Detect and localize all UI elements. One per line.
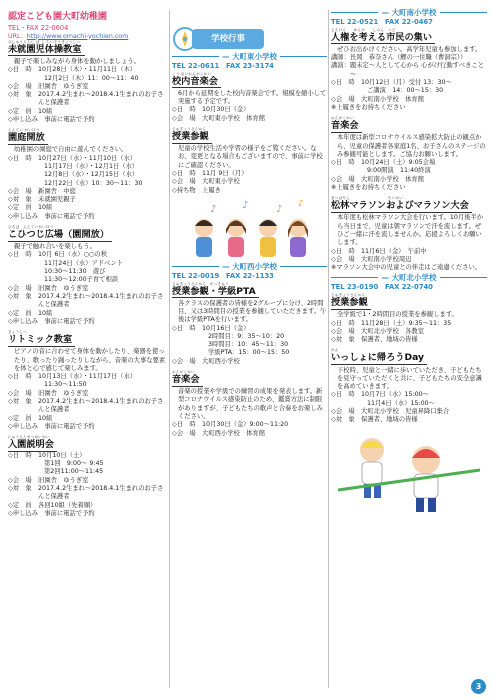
detail-label: ◇対 象	[8, 484, 39, 492]
event-detail-row	[8, 318, 168, 326]
event-title-row	[331, 353, 487, 365]
detail-value: 旧園舎 ゆうぎ室	[38, 284, 89, 292]
detail-label: ◇定 員	[8, 204, 39, 212]
detail-label: ◇日 時	[331, 319, 362, 327]
detail-value: ※上履きをお持ちください	[331, 184, 406, 192]
event-detail-row	[331, 176, 487, 184]
event-block	[8, 331, 168, 431]
event-description: 児童の学校生活や学習の様子をご覧ください。なお、変更となる場合もございますので、事前に学校にご確認ください。	[178, 145, 323, 169]
event-ruby: じゅぎょうさんかん	[331, 293, 366, 298]
detail-value: 旧園舎 ゆうぎ室	[38, 82, 89, 90]
school-name-dash: —	[221, 52, 233, 61]
detail-label: ◇日 時	[172, 324, 203, 332]
detail-value: 新園舎 中庭	[38, 187, 76, 195]
schools-column-right	[331, 10, 487, 522]
event-detail-row	[172, 325, 327, 333]
detail-value: 10組	[38, 414, 53, 422]
event-title-row	[8, 440, 168, 452]
kindergarten-title: 認定こども園大町幼稚園	[8, 12, 108, 22]
detail-value: 10組	[38, 204, 53, 212]
detail-value: 旧園舎 ゆうぎ室	[38, 476, 89, 484]
detail-label: ◇持ち物	[172, 186, 203, 194]
school-name-header	[172, 52, 327, 67]
detail-value: 10月27日（水）・11月10日（水）	[38, 154, 137, 162]
detail-value: 事前に電話で予約	[44, 212, 95, 220]
event-ruby: ひろば えんていかいほう	[8, 225, 54, 230]
event-detail-row	[8, 285, 168, 293]
event-detail-row	[8, 188, 168, 196]
event-block	[8, 41, 168, 124]
event-block	[8, 226, 168, 326]
detail-value: 2017.4.2生まれ～2018.4.1生まれのお子さんと保護者	[38, 397, 164, 414]
school-name-header	[331, 273, 487, 288]
event-title-row	[172, 77, 327, 89]
detail-value: 上履き	[202, 186, 221, 194]
school-name-dash: —	[381, 273, 392, 283]
event-ruby: こう ないおんがくかい	[172, 71, 212, 76]
detail-label: ◇定 員	[8, 107, 39, 115]
event-title-row	[331, 33, 487, 45]
event-title-row	[8, 230, 168, 242]
event-description: 親子で触れ合いを楽しもう。	[14, 243, 96, 251]
detail-value: 11:30～11:50	[44, 381, 87, 389]
event-detail-row	[8, 75, 168, 83]
detail-label: ◇日 時	[8, 66, 39, 74]
event-detail-row	[8, 213, 168, 221]
event-detail-row	[172, 178, 327, 186]
event-ruby: にゅうえんせつめいかい	[8, 435, 50, 440]
detail-label: ◇会 場	[331, 255, 362, 263]
svg-text:♪: ♪	[241, 199, 248, 211]
school-tel: TEL 23-0190 FAX 22-0740	[331, 283, 433, 292]
event-block	[172, 128, 327, 195]
detail-value: 10月24日（土）9:05会場	[361, 159, 436, 167]
event-detail-row	[8, 502, 168, 510]
detail-value: 10月10日（土）	[38, 451, 86, 459]
detail-label: ◇申し込み	[8, 317, 45, 325]
event-detail-row	[172, 421, 327, 429]
detail-label: ◇日 時	[172, 421, 203, 429]
event-detail-row	[331, 400, 487, 408]
event-detail-row	[172, 349, 327, 357]
kindergarten-tel: TEL・FAX 22-0604	[8, 23, 69, 32]
detail-value: 10月30日（金）9:00～11:20	[202, 421, 289, 429]
detail-value: 10月12日（月）受付 13：30～	[361, 78, 452, 86]
detail-value: 事前に電話で予約	[44, 422, 95, 430]
detail-label: ◇会 場	[8, 389, 39, 397]
detail-label: ◇対 象	[8, 397, 39, 405]
event-ruby: じゅぎょうさんかん	[172, 126, 207, 131]
detail-value: 事前に電話で予約	[44, 509, 95, 517]
event-ruby: じんけん かんが しみん つど	[331, 27, 396, 32]
detail-value: 学級PTA：15：00～15：50	[208, 349, 290, 357]
detail-label: ◇対 象	[8, 196, 39, 204]
event-detail-row	[8, 251, 168, 259]
event-title: いっしょに帰ろうDay	[331, 353, 427, 365]
event-detail-row	[8, 180, 168, 188]
detail-value: 2017.4.2生まれ～2018.4.1生まれのお子さんと保護者	[38, 484, 164, 501]
event-title: 園庭開放	[8, 133, 48, 145]
school-name-dash: —	[221, 261, 233, 271]
svg-text:♪: ♪	[275, 203, 282, 215]
detail-label: ◇定 員	[8, 309, 39, 317]
event-detail-row	[331, 416, 487, 424]
schools-column-center	[172, 26, 327, 443]
detail-label: ◇日 時	[331, 159, 362, 167]
detail-value: 旧園舎 ゆうぎ室	[38, 389, 89, 397]
detail-value: 11月28日（土）9:35～11：35	[361, 319, 452, 327]
event-detail-row	[331, 256, 487, 264]
event-block	[331, 349, 487, 424]
event-detail-row	[8, 293, 168, 310]
detail-label: ◇日 時	[331, 391, 362, 399]
event-detail-row	[331, 320, 487, 328]
event-title: 入園説明会	[8, 440, 57, 452]
event-description: 下校時、児童と一緒に歩いていただき、子どもたちを見守っていただくと共に、子どもたちの安全意識を高めていきます。	[337, 366, 482, 391]
detail-value: 題未定～人として心から 心がけ行動すべきこと～	[349, 62, 485, 78]
detail-value: 10組	[38, 107, 53, 115]
event-block	[172, 73, 327, 123]
event-detail-row	[172, 115, 327, 123]
event-title: 授業参観	[172, 132, 212, 144]
detail-label: ◇会 場	[172, 178, 203, 186]
detail-label: ◇会 場	[8, 284, 39, 292]
event-ruby: みしゅうえんじ ぼ し たいそうきょうしつ	[8, 39, 81, 44]
event-block	[331, 294, 487, 344]
detail-value: 11月17日（水）・12月1日（水）	[44, 163, 139, 170]
detail-value: 未就園児親子	[38, 196, 76, 204]
detail-value: 第2回11:00～11:45	[44, 468, 104, 476]
event-block	[331, 29, 487, 112]
detail-label: ◇会 場	[172, 114, 203, 122]
event-detail-row	[172, 333, 327, 341]
event-detail-row	[8, 452, 168, 460]
event-detail-row	[331, 184, 487, 192]
school-name-header	[331, 8, 487, 23]
detail-label: ◇申し込み	[8, 212, 45, 220]
detail-label: 講演：	[331, 62, 350, 70]
detail-value: 長岡 恭奈さん（鯉の一住職（曹洞宗））	[349, 54, 467, 62]
event-detail-row	[8, 155, 168, 163]
school-tel: TEL 22-0019 FAX 22-1133	[172, 271, 274, 280]
detail-value: 10:30～11:30 遊び	[44, 268, 106, 276]
event-detail-row	[331, 248, 487, 256]
event-title-row	[331, 121, 487, 133]
detail-label: ◇会 場	[331, 175, 362, 183]
event-title: 人権を考える市民の集い	[331, 33, 435, 45]
school-name-header	[172, 261, 327, 277]
school-name	[378, 8, 439, 18]
event-ruby: えんてい かいほう	[8, 128, 40, 133]
event-title: 未就園児体操教室	[8, 45, 85, 57]
event-ruby: まつばやし たいかい	[331, 196, 404, 201]
event-title: 音楽会	[331, 121, 362, 133]
event-block	[331, 117, 487, 192]
detail-label: ◇申し込み	[8, 116, 45, 124]
event-detail-row	[172, 170, 327, 178]
detail-value: 大町西小学校	[202, 357, 240, 365]
event-ruby: じゅぎょうさんかん がっきゅう	[172, 281, 229, 286]
event-title-row	[172, 375, 327, 387]
event-description: 全学級で1・2時間目の授業を参観します。	[337, 311, 458, 319]
event-ruby: かえ	[331, 348, 339, 353]
event-ruby: おんがくかい	[172, 370, 195, 375]
detail-label: ◇対 象	[331, 336, 362, 344]
detail-value: 10月30日（金）	[202, 106, 250, 114]
detail-value: 11月24日（水）アドベント	[44, 259, 123, 267]
school-nishi	[172, 261, 327, 438]
event-title: 音楽会	[172, 375, 203, 387]
event-detail-row	[8, 390, 168, 398]
event-description: ぜひお出かけください。高学年児童も参加します。	[337, 45, 482, 53]
detail-value: 9:00開演 11:40終演	[367, 167, 431, 175]
event-ruby: おんがくかい	[331, 116, 354, 121]
detail-value: 12月8日（水）・12月15日（水）	[44, 171, 139, 179]
event-detail-row	[8, 415, 168, 423]
event-detail-row	[8, 276, 168, 284]
detail-value: 2017.4.2生まれ～2018.4.1生まれのお子さんと保護者	[38, 91, 164, 107]
event-description: 各クラスの保護者の皆様を2グループに分け、2時間目、又は3時間目の授業を参観していただきます。午後は学級PTAを行います。	[178, 299, 327, 324]
detail-value: 大町東小学校	[202, 178, 240, 186]
event-detail-row	[8, 108, 168, 116]
event-block	[172, 283, 327, 366]
event-detail-row	[8, 423, 168, 431]
kindergarten-url-link[interactable]: http://www.omachi-yochien.com	[26, 32, 129, 40]
detail-label: ◇日 時	[8, 154, 39, 162]
event-detail-row	[8, 260, 168, 268]
event-detail-row	[331, 104, 487, 112]
detail-value: 11月 9日（月）	[202, 169, 248, 177]
detail-value: 3時間目：10：45～11：30	[208, 341, 289, 349]
detail-label: ◇申し込み	[8, 422, 45, 430]
kindergarten-events	[8, 41, 168, 518]
event-detail-row	[8, 204, 168, 212]
event-detail-row	[8, 398, 168, 415]
event-title: 校内音楽会	[172, 77, 221, 89]
detail-value: 2017.4.2生まれ～2018.4.1生まれのお子さんと保護者	[38, 292, 164, 309]
event-detail-row	[8, 310, 168, 318]
event-block	[8, 436, 168, 518]
event-detail-row	[331, 87, 487, 95]
event-detail-row	[8, 381, 168, 389]
detail-label: ◇対 象	[8, 91, 39, 99]
detail-label: ◇日 時	[172, 106, 203, 114]
event-title: 授業参観	[331, 298, 371, 310]
kindergarten-column	[8, 12, 168, 523]
event-title: こひつじ広場（園開放）	[8, 230, 112, 242]
event-detail-row	[331, 264, 487, 272]
school-higashi	[172, 52, 327, 195]
detail-value: ※マラソン大会中の児童との伴走はご遠慮ください。	[331, 264, 482, 272]
event-description: 親子で楽しみながら身体を動かしましょう。	[14, 57, 140, 65]
event-title: 授業参観・学級PTA	[172, 287, 259, 299]
detail-label: ◇日 時	[172, 169, 203, 177]
event-detail-row	[331, 96, 487, 104]
detail-label: ◇定 員	[8, 414, 39, 422]
event-detail-row	[172, 430, 327, 438]
event-description: ピアノの音に合わせて身体を動かしたり、楽器を使ったり、歌ったり踊ったりしながら、音楽の大事な要素を体と心で感じて楽しみます。	[14, 348, 166, 372]
event-title: リトミック教室	[8, 335, 75, 347]
detail-value: 大町西小学校 体育館	[202, 429, 265, 437]
detail-value: 11:30～12:00子育て相談	[44, 276, 119, 284]
column-divider	[169, 10, 170, 688]
detail-label: 講師：	[331, 54, 350, 62]
event-description: 音楽の授業や学級での練習の成果を発表します。新型コロナウイルス感染防止のため、鑑賞方法に制限がありますが、子どもたちの歌声と合奏をお楽しみください。	[178, 388, 323, 420]
detail-label: ◇申し込み	[8, 509, 45, 517]
event-title: 松林マラソンおよびマラソン大会	[331, 201, 472, 213]
event-title-row	[8, 335, 168, 347]
event-detail-row	[331, 167, 487, 175]
detail-label: ◇日 時	[8, 451, 39, 459]
event-description: 本年度も松林マラソン大会を行います。10月後半から当日まで、児童は朝マラソンで汗を流します。ぜひご一緒に汗を流しませんか。応援よろしくお願いします。	[337, 214, 484, 247]
detail-label: ◇日 時	[331, 78, 362, 86]
school-kita	[331, 273, 487, 424]
school-minami	[331, 8, 487, 272]
school-tel: TEL 22-0611 FAX 23-3174	[172, 61, 274, 70]
walking-home-illustration	[334, 430, 484, 520]
detail-value: 事前に電話で予約	[44, 317, 95, 325]
detail-value: 11月4日（水）15:00～	[367, 399, 435, 407]
singing-children-illustration	[180, 200, 320, 264]
banner-label: 学校行事	[192, 29, 264, 49]
event-detail-row	[8, 171, 168, 179]
url-label: URL：	[8, 32, 27, 40]
school-name-text: 大町南小学校	[391, 8, 437, 17]
event-detail-row	[8, 510, 168, 518]
detail-value: 大町南小学校周辺	[361, 255, 412, 263]
detail-value: ※上履きをお持ちください	[331, 103, 406, 111]
svg-text:♪: ♪	[297, 199, 304, 209]
detail-value: 事前に電話で予約	[44, 116, 95, 124]
detail-label: ◇会 場	[8, 187, 39, 195]
detail-value: 11月6日（金） 午前中	[361, 247, 427, 255]
detail-value: 10月7日（水）15:00～	[361, 391, 429, 399]
detail-value: 保護者、地域の皆様	[361, 416, 418, 424]
detail-value: 大町南小学校 体育館	[361, 95, 424, 103]
school-name-text: 大町北小学校	[391, 273, 437, 283]
page-number: 3	[471, 679, 486, 694]
school-name-text: 大町東小学校	[232, 52, 278, 61]
column-divider	[328, 10, 329, 688]
detail-label: ◇会 場	[331, 95, 362, 103]
event-title-row	[172, 132, 327, 144]
event-detail-row	[8, 83, 168, 91]
event-block	[8, 129, 168, 221]
event-description: 幼稚園の園庭で自由に遊んでください。	[14, 146, 128, 154]
event-detail-row	[8, 91, 168, 108]
school-name	[378, 273, 439, 283]
event-title-row	[331, 201, 487, 213]
detail-value: 12月22日（水）10：30～11：30	[44, 179, 143, 187]
detail-label: ◇日 時	[331, 247, 362, 255]
school-name	[219, 262, 280, 272]
detail-label: ◇会 場	[8, 82, 39, 90]
detail-value: 10月13日（水）・11月17日（水）	[38, 373, 137, 381]
school-name-text: 大町西小学校	[232, 261, 278, 271]
detail-label: ◇対 象	[8, 292, 39, 300]
detail-value: 大町北小学校 児童昇降口集合	[361, 408, 450, 416]
detail-label: ◇会 場	[172, 429, 203, 437]
event-title-row	[172, 287, 327, 299]
event-detail-row	[172, 358, 327, 366]
event-detail-row	[331, 391, 487, 399]
event-detail-row	[8, 373, 168, 381]
event-detail-row	[8, 477, 168, 485]
detail-value: 10月 6日（水）○○の秋	[38, 251, 108, 259]
detail-value: 大町北小学校 各教室	[361, 327, 424, 335]
school-name-dash: —	[381, 8, 392, 17]
detail-value: ご講演 14：00～15：30	[367, 87, 444, 95]
event-description: 本年度は新型コロナウイルス感染拡大防止の観点から、児童の保護者各家庭1名、お子さんのステージのみ参観可能とします。ご協力お願いします。	[337, 134, 486, 158]
event-detail-row	[8, 468, 168, 476]
school-name	[219, 52, 280, 62]
detail-label: ◇会 場	[172, 357, 203, 365]
detail-label: ◇対 象	[331, 416, 362, 424]
event-detail-row	[172, 187, 327, 195]
event-title-row	[331, 298, 487, 310]
event-detail-row	[331, 328, 487, 336]
event-detail-row	[172, 106, 327, 114]
detail-label: ◇会 場	[331, 327, 362, 335]
event-description: 6月から延期をした校内音楽会です。規模を縮小して実施する予定です。	[178, 89, 327, 106]
detail-value: 保護者、地域の皆様	[361, 336, 418, 344]
detail-value: 10月16日（金）	[202, 324, 250, 332]
detail-label: ◇日 時	[8, 251, 39, 259]
detail-value: 第1回 9:00～ 9:45	[44, 460, 104, 468]
event-block	[172, 371, 327, 438]
detail-value: 大町東小学校 体育館	[202, 114, 265, 122]
detail-value: 大町南小学校 体育館	[361, 175, 424, 183]
detail-label: ◇会 場	[331, 408, 362, 416]
event-block	[331, 197, 487, 272]
detail-label: ◇会 場	[8, 476, 39, 484]
detail-label: ◇日 時	[8, 373, 39, 381]
event-detail-row	[8, 66, 168, 74]
event-detail-row	[8, 116, 168, 124]
detail-label: ◇定 員	[8, 501, 39, 509]
detail-value: 10月28日（木）・11月11日（木）	[38, 66, 137, 74]
school-events-banner	[172, 26, 327, 53]
detail-value: 各回10組（先着順）	[38, 501, 97, 509]
school-tel: TEL 22-0521 FAX 22-0467	[331, 17, 433, 26]
event-detail-row	[331, 336, 487, 344]
svg-text:♪: ♪	[209, 203, 216, 215]
detail-value: 2時間目：9：35～10：20	[208, 332, 285, 340]
event-title-row	[8, 133, 168, 145]
detail-value: 10組	[38, 309, 53, 317]
event-detail-row	[8, 485, 168, 502]
detail-value: 12月2日（木）11：00～11：40	[44, 74, 139, 82]
event-detail-row	[331, 62, 487, 79]
event-ruby: きょうしつ	[8, 330, 27, 335]
event-title-row	[8, 45, 168, 57]
